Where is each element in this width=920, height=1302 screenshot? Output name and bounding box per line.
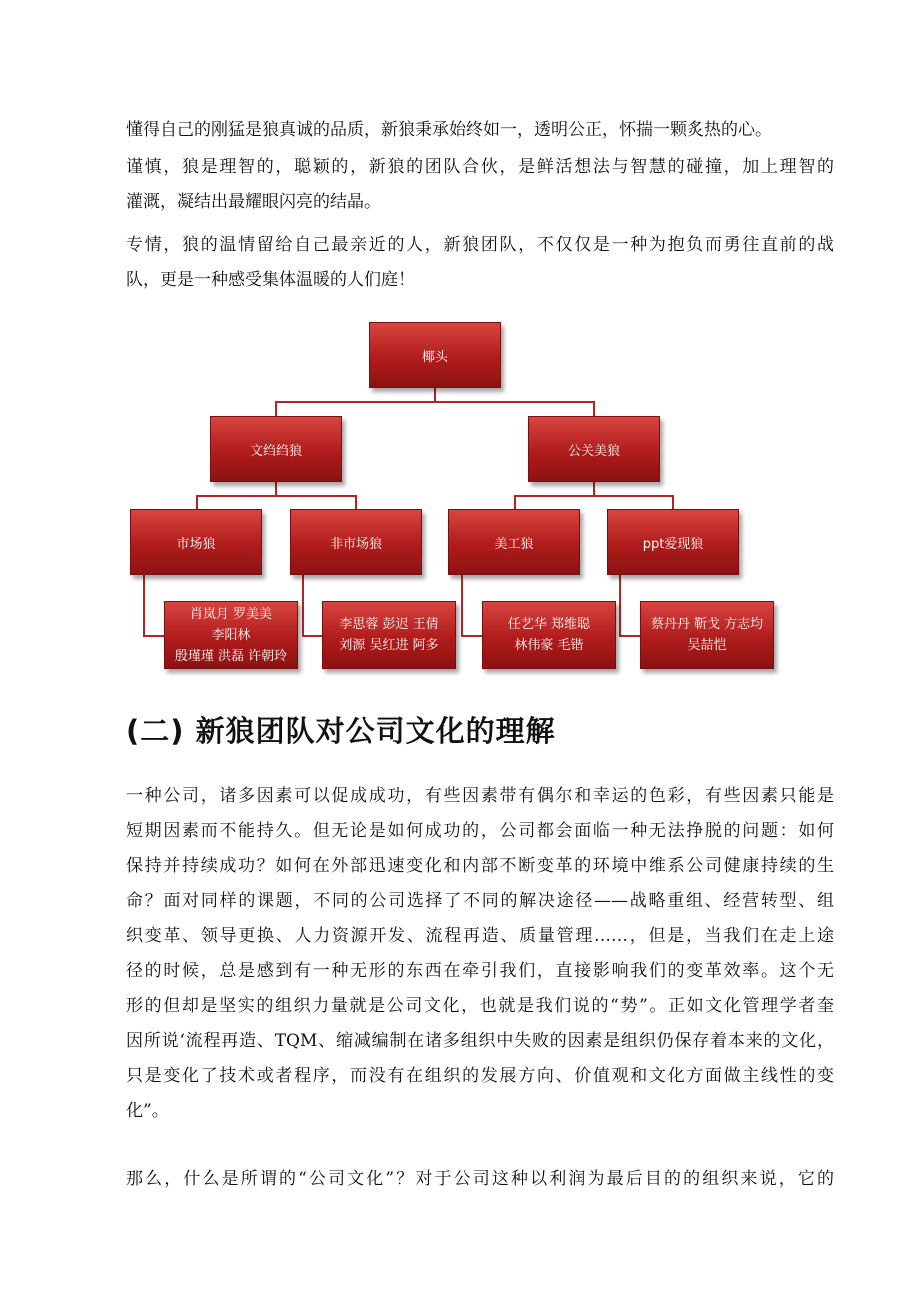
member-names: 李阳林 xyxy=(211,627,251,643)
text-line: 灌溉，凝结出最耀眼闪亮的结晶。 xyxy=(126,192,381,212)
node-label: 市场狼 xyxy=(176,536,216,552)
connector-line xyxy=(196,495,357,497)
text-line: 因所说‘流程再造、TQM、缩减编制在诸多组织中失败的因素是组织仍保存着本来的文化， xyxy=(126,1031,834,1051)
node-label: 文绉绉狼 xyxy=(249,443,302,459)
member-names: 林伟豪 毛锴 xyxy=(514,638,584,653)
connector-line xyxy=(434,388,436,402)
org-group-node xyxy=(210,416,342,482)
connector-line xyxy=(514,495,674,497)
connector-line xyxy=(302,575,304,637)
connector-line xyxy=(461,575,463,637)
connector-line xyxy=(461,635,482,637)
text-line: 队，更是一种感受集体温暖的人们庭！ xyxy=(126,270,415,290)
connector-line xyxy=(355,495,357,509)
connector-line xyxy=(672,495,674,509)
connector-line xyxy=(275,482,277,496)
org-member-node xyxy=(322,601,456,669)
org-team-node xyxy=(607,509,739,575)
member-names: 肖岚月 罗美美 xyxy=(189,606,273,622)
text-line: 径的时候，总是感到有一种无形的东西在牵引我们，直接影响我们的变革效率。这个无 xyxy=(126,961,834,981)
text-line: 懂得自己的刚猛是狼真诚的品质，新狼秉承始终如一，透明公正，怀揣一颗炙热的心。 xyxy=(126,120,772,140)
org-member-node xyxy=(640,601,774,669)
text-line: 短期因素而不能持久。但无论是如何成功的，公司都会面临一种无法挣脱的问题：如何 xyxy=(126,821,834,841)
intro-paragraph-3 xyxy=(126,228,834,298)
text-line: 命？面对同样的课题，不同的公司选择了不同的解决途径——战略重组、经营转型、组 xyxy=(126,891,834,911)
member-names: 李思蓉 彭迟 王倩 xyxy=(339,617,439,632)
intro-paragraph-2 xyxy=(126,150,834,220)
connector-line xyxy=(275,401,594,403)
node-label: 非市场狼 xyxy=(329,536,382,552)
member-names: 吴喆恺 xyxy=(687,638,727,653)
connector-line xyxy=(593,401,595,416)
connector-line xyxy=(514,495,516,509)
connector-line xyxy=(302,635,322,637)
org-team-node xyxy=(290,509,422,575)
member-names: 任艺华 郑维聪 xyxy=(507,617,591,632)
member-names: 殷瑾瑾 洪磊 许朝玲 xyxy=(174,648,288,664)
connector-line xyxy=(143,635,164,637)
text-line: 化”。 xyxy=(126,1101,169,1121)
text-line: 织变革、领导更换、人力资源开发、流程再造、质量管理……，但是，当我们在走上途 xyxy=(126,926,834,946)
org-team-node xyxy=(448,509,580,575)
intro-paragraph-1 xyxy=(126,113,834,148)
text-line: 形的但却是坚实的组织力量就是公司文化，也就是我们说的“势”。正如文化管理学者奎 xyxy=(126,996,834,1016)
connector-line xyxy=(619,575,621,637)
section-heading: (二) 新狼团队对公司文化的理解 xyxy=(126,714,556,748)
text-line: 专情，狼的温情留给自己最亲近的人，新狼团队，不仅仅是一种为抱负而勇往直前的战 xyxy=(126,235,834,255)
node-label: 美工狼 xyxy=(494,536,534,552)
member-names: 蔡丹丹 靳戈 方志均 xyxy=(650,617,764,632)
node-label: ppt爱现狼 xyxy=(642,536,704,552)
text-line: 那么，什么是所谓的“公司文化”？对于公司这种以利润为最后目的的组织来说，它的 xyxy=(126,1169,834,1189)
member-names: 刘源 吴红进 阿多 xyxy=(339,638,439,653)
connector-line xyxy=(619,635,640,637)
node-label: 公关美狼 xyxy=(567,443,620,459)
org-root-node xyxy=(369,322,501,388)
text-line: 只是变化了技术或者程序，而没有在组织的发展方向、价值观和文化方面做主线性的变 xyxy=(126,1066,834,1086)
text-line: 一种公司，诸多因素可以促成成功，有些因素带有偶尔和幸运的色彩，有些因素只能是 xyxy=(126,786,834,806)
text-line: 保持并持续成功？如何在外部迅速变化和内部不断变革的环境中维系公司健康持续的生 xyxy=(126,856,834,876)
org-member-node xyxy=(164,601,298,669)
org-member-node xyxy=(482,601,616,669)
connector-line xyxy=(593,482,595,496)
closing-paragraph xyxy=(126,1162,834,1197)
body-paragraph xyxy=(126,779,834,1129)
text-line: 谨慎，狼是理智的，聪颖的，新狼的团队合伙，是鲜活想法与智慧的碰撞，加上理智的 xyxy=(126,157,834,177)
connector-line xyxy=(143,575,145,637)
node-label: 椰头 xyxy=(421,349,448,365)
org-team-node xyxy=(130,509,262,575)
connector-line xyxy=(275,401,277,416)
org-group-node xyxy=(528,416,660,482)
connector-line xyxy=(196,495,198,509)
